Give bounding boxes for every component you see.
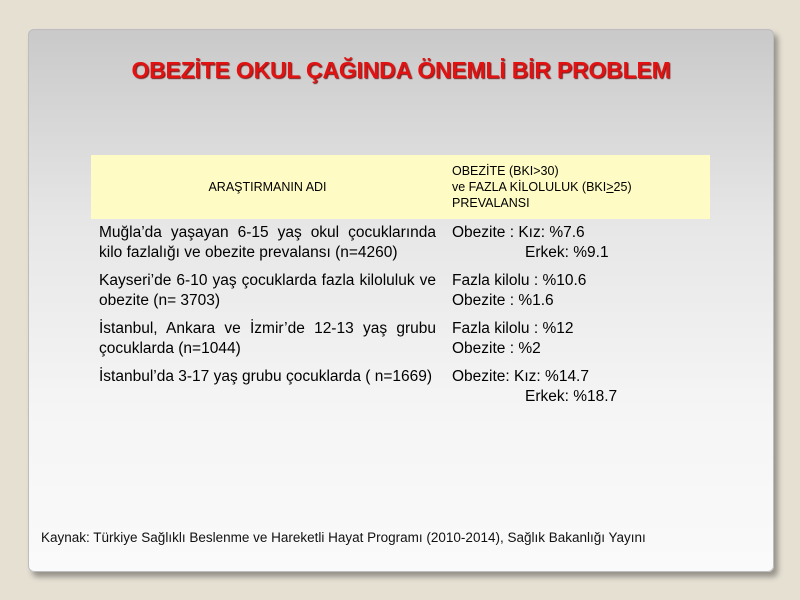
header-prevalence-line2-text: ve FAZLA KİLOLULUK (BKI — [452, 180, 607, 194]
prevalence-line1: Fazla kilolu : %12 — [452, 320, 574, 337]
slide — [28, 29, 774, 572]
prevalence-cell — [444, 315, 710, 363]
source-citation: Kaynak: Türkiye Sağlıklı Beslenme ve Hareketli Hayat Programı (2010-2014), Sağlık Bakanlığı Yayını — [41, 530, 646, 545]
slide-title: OBEZİTE OKUL ÇAĞINDA ÖNEMLİ BİR PROBLEM — [131, 57, 671, 83]
header-prevalence-line1: OBEZİTE (BKI>30) — [452, 164, 559, 178]
table-row — [91, 315, 710, 363]
prevalence-line2: Erkek: %18.7 — [525, 388, 618, 405]
study-cell: İstanbul, Ankara ve İzmir’de 12-13 yaş grubu çocuklarda (n=1044) — [99, 320, 436, 357]
prevalence-table — [91, 155, 710, 411]
study-cell: Kayseri’de 6-10 yaş çocuklarda fazla kiloluluk ve obezite (n= 3703) — [99, 272, 436, 309]
prevalence-line2: Obezite : %1.6 — [452, 292, 554, 309]
header-prevalence-line3: PREVALANSI — [452, 196, 530, 210]
prevalence-cell — [444, 363, 710, 411]
prevalence-cell — [444, 219, 710, 267]
table-row — [91, 219, 710, 267]
header-prevalence-line2 — [452, 179, 702, 195]
prevalence-line2: Erkek: %9.1 — [525, 244, 609, 261]
header-prevalence-line2-end: 25) — [613, 180, 632, 194]
header-study-name: ARAŞTIRMANIN ADI — [91, 155, 444, 219]
prevalence-line2: Obezite : %2 — [452, 340, 541, 357]
prevalence-line1: Obezite: Kız: %14.7 — [452, 368, 589, 385]
prevalence-cell — [444, 267, 710, 315]
table-header-row — [91, 155, 710, 219]
table-row — [91, 267, 710, 315]
table-row — [91, 363, 710, 411]
study-cell: Muğla’da yaşayan 6-15 yaş okul çocuklarında kilo fazlalığı ve obezite prevalansı (n=4260) — [99, 224, 436, 261]
header-prevalence — [444, 155, 710, 219]
prevalence-line1: Fazla kilolu : %10.6 — [452, 272, 587, 289]
prevalence-line1: Obezite : Kız: %7.6 — [452, 224, 585, 241]
greater-equal-symbol: > — [606, 180, 614, 194]
study-cell: İstanbul’da 3-17 yaş grubu çocuklarda ( n=1669) — [99, 368, 433, 385]
